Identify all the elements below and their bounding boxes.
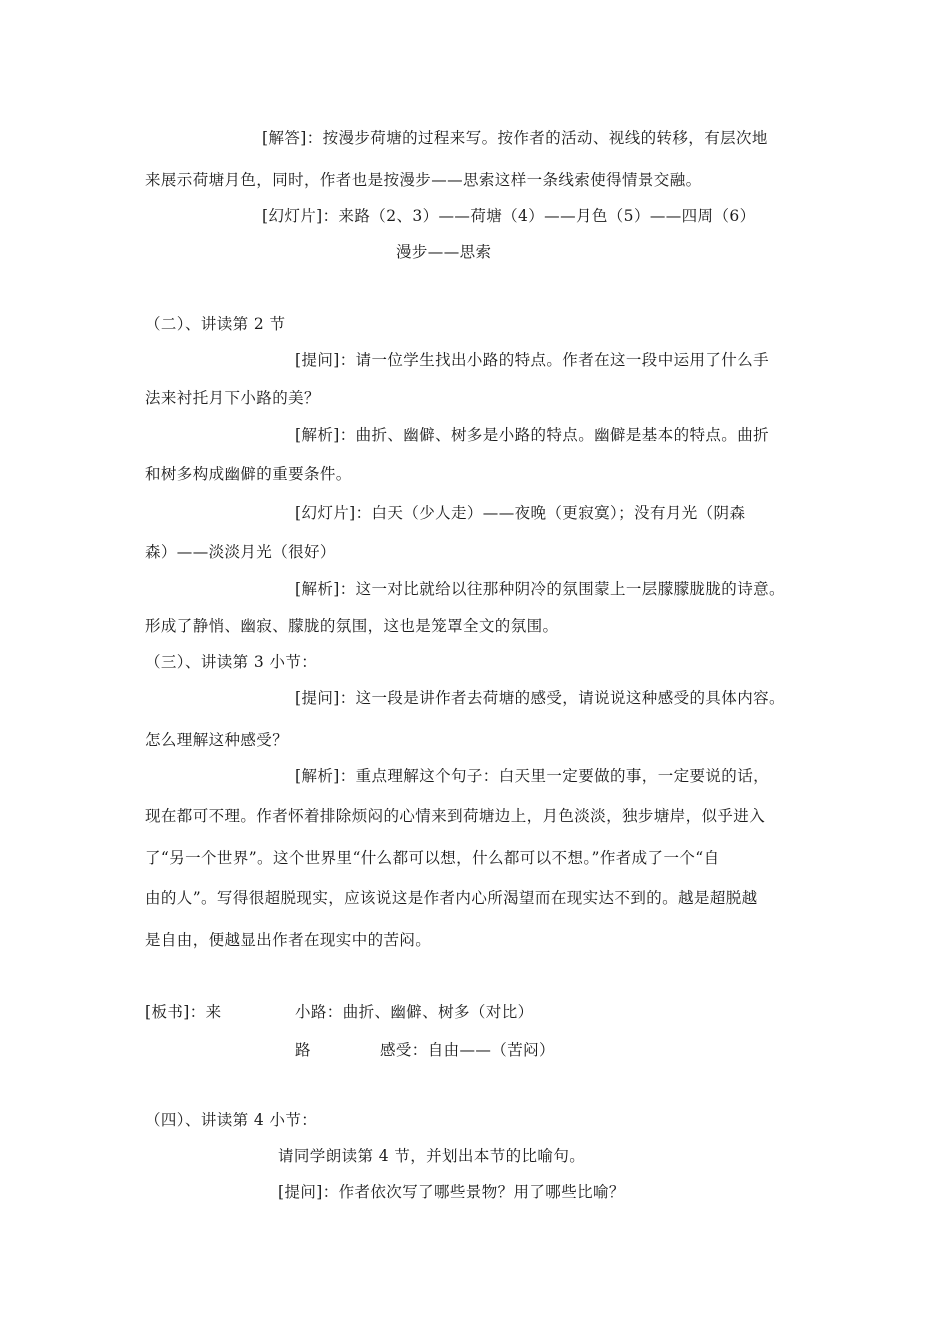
analysis-line-4: 形成了静悄、幽寂、朦胧的氛围，这也是笼罩全文的氛围。 bbox=[145, 617, 559, 635]
slide-line-4: 森）——淡淡月光（很好） bbox=[145, 543, 336, 561]
analysis-line-7: 了“另一个世界”。这个世界里“什么都可以想，什么都可以不想。”作者成了一个“自 bbox=[145, 849, 720, 867]
analysis-line-1: [解析]：曲折、幽僻、树多是小路的特点。幽僻是基本的特点。曲折 bbox=[295, 426, 769, 444]
analysis-line-2: 和树多构成幽僻的重要条件。 bbox=[145, 465, 352, 483]
slide-line-3: [幻灯片]：白天（少人走）——夜晚（更寂寞）；没有月光（阴森 bbox=[295, 504, 746, 522]
slide-line-2: 漫步——思索 bbox=[396, 243, 492, 261]
analysis-line-5: [解析]：重点理解这个句子：白天里一定要做的事，一定要说的话， bbox=[295, 767, 769, 785]
analysis-line-3: [解析]：这一对比就给以往那种阴冷的氛围蒙上一层朦朦胧胧的诗意。 bbox=[295, 580, 785, 598]
board-line-2: 感受：自由——（苦闷） bbox=[380, 1041, 555, 1059]
board-road-label: 路 bbox=[295, 1041, 311, 1059]
analysis-line-6: 现在都可不理。作者怀着排除烦闷的心情来到荷塘边上，月色淡淡，独步塘岸，似乎进入 bbox=[145, 807, 766, 825]
board-label: [板书]：来 bbox=[145, 1003, 222, 1021]
answer-line-1: [解答]：按漫步荷塘的过程来写。按作者的活动、视线的转移，有层次地 bbox=[262, 129, 768, 147]
slide-line-1: [幻灯片]：来路（2、3）——荷塘（4）——月色（5）——四周（6） bbox=[262, 207, 756, 225]
question-line-4: 怎么理解这种感受？ bbox=[145, 731, 289, 749]
question-line-3: [提问]：这一段是讲作者去荷塘的感受，请说说这种感受的具体内容。 bbox=[295, 689, 785, 707]
instruction-line: 请同学朗读第 4 节，并划出本节的比喻句。 bbox=[278, 1147, 586, 1165]
analysis-line-9: 是自由，便越显出作者在现实中的苦闷。 bbox=[145, 931, 432, 949]
section-4-heading: （四）、讲读第 4 小节： bbox=[145, 1111, 318, 1129]
section-2-heading: （二）、讲读第 2 节 bbox=[145, 315, 286, 333]
question-line-5: [提问]：作者依次写了哪些景物？用了哪些比喻？ bbox=[278, 1183, 625, 1201]
analysis-line-8: 由的人”。写得很超脱现实，应该说这是作者内心所渴望而在现实达不到的。越是超脱越 bbox=[145, 889, 758, 907]
board-line-1: 小路：曲折、幽僻、树多（对比） bbox=[295, 1003, 534, 1021]
question-line-1: [提问]：请一位学生找出小路的特点。作者在这一段中运用了什么手 bbox=[295, 351, 769, 369]
section-3-heading: （三）、讲读第 3 小节： bbox=[145, 653, 318, 671]
answer-line-2: 来展示荷塘月色，同时，作者也是按漫步——思索这样一条线索使得情景交融。 bbox=[145, 171, 702, 189]
question-line-2: 法来衬托月下小路的美？ bbox=[145, 389, 320, 407]
